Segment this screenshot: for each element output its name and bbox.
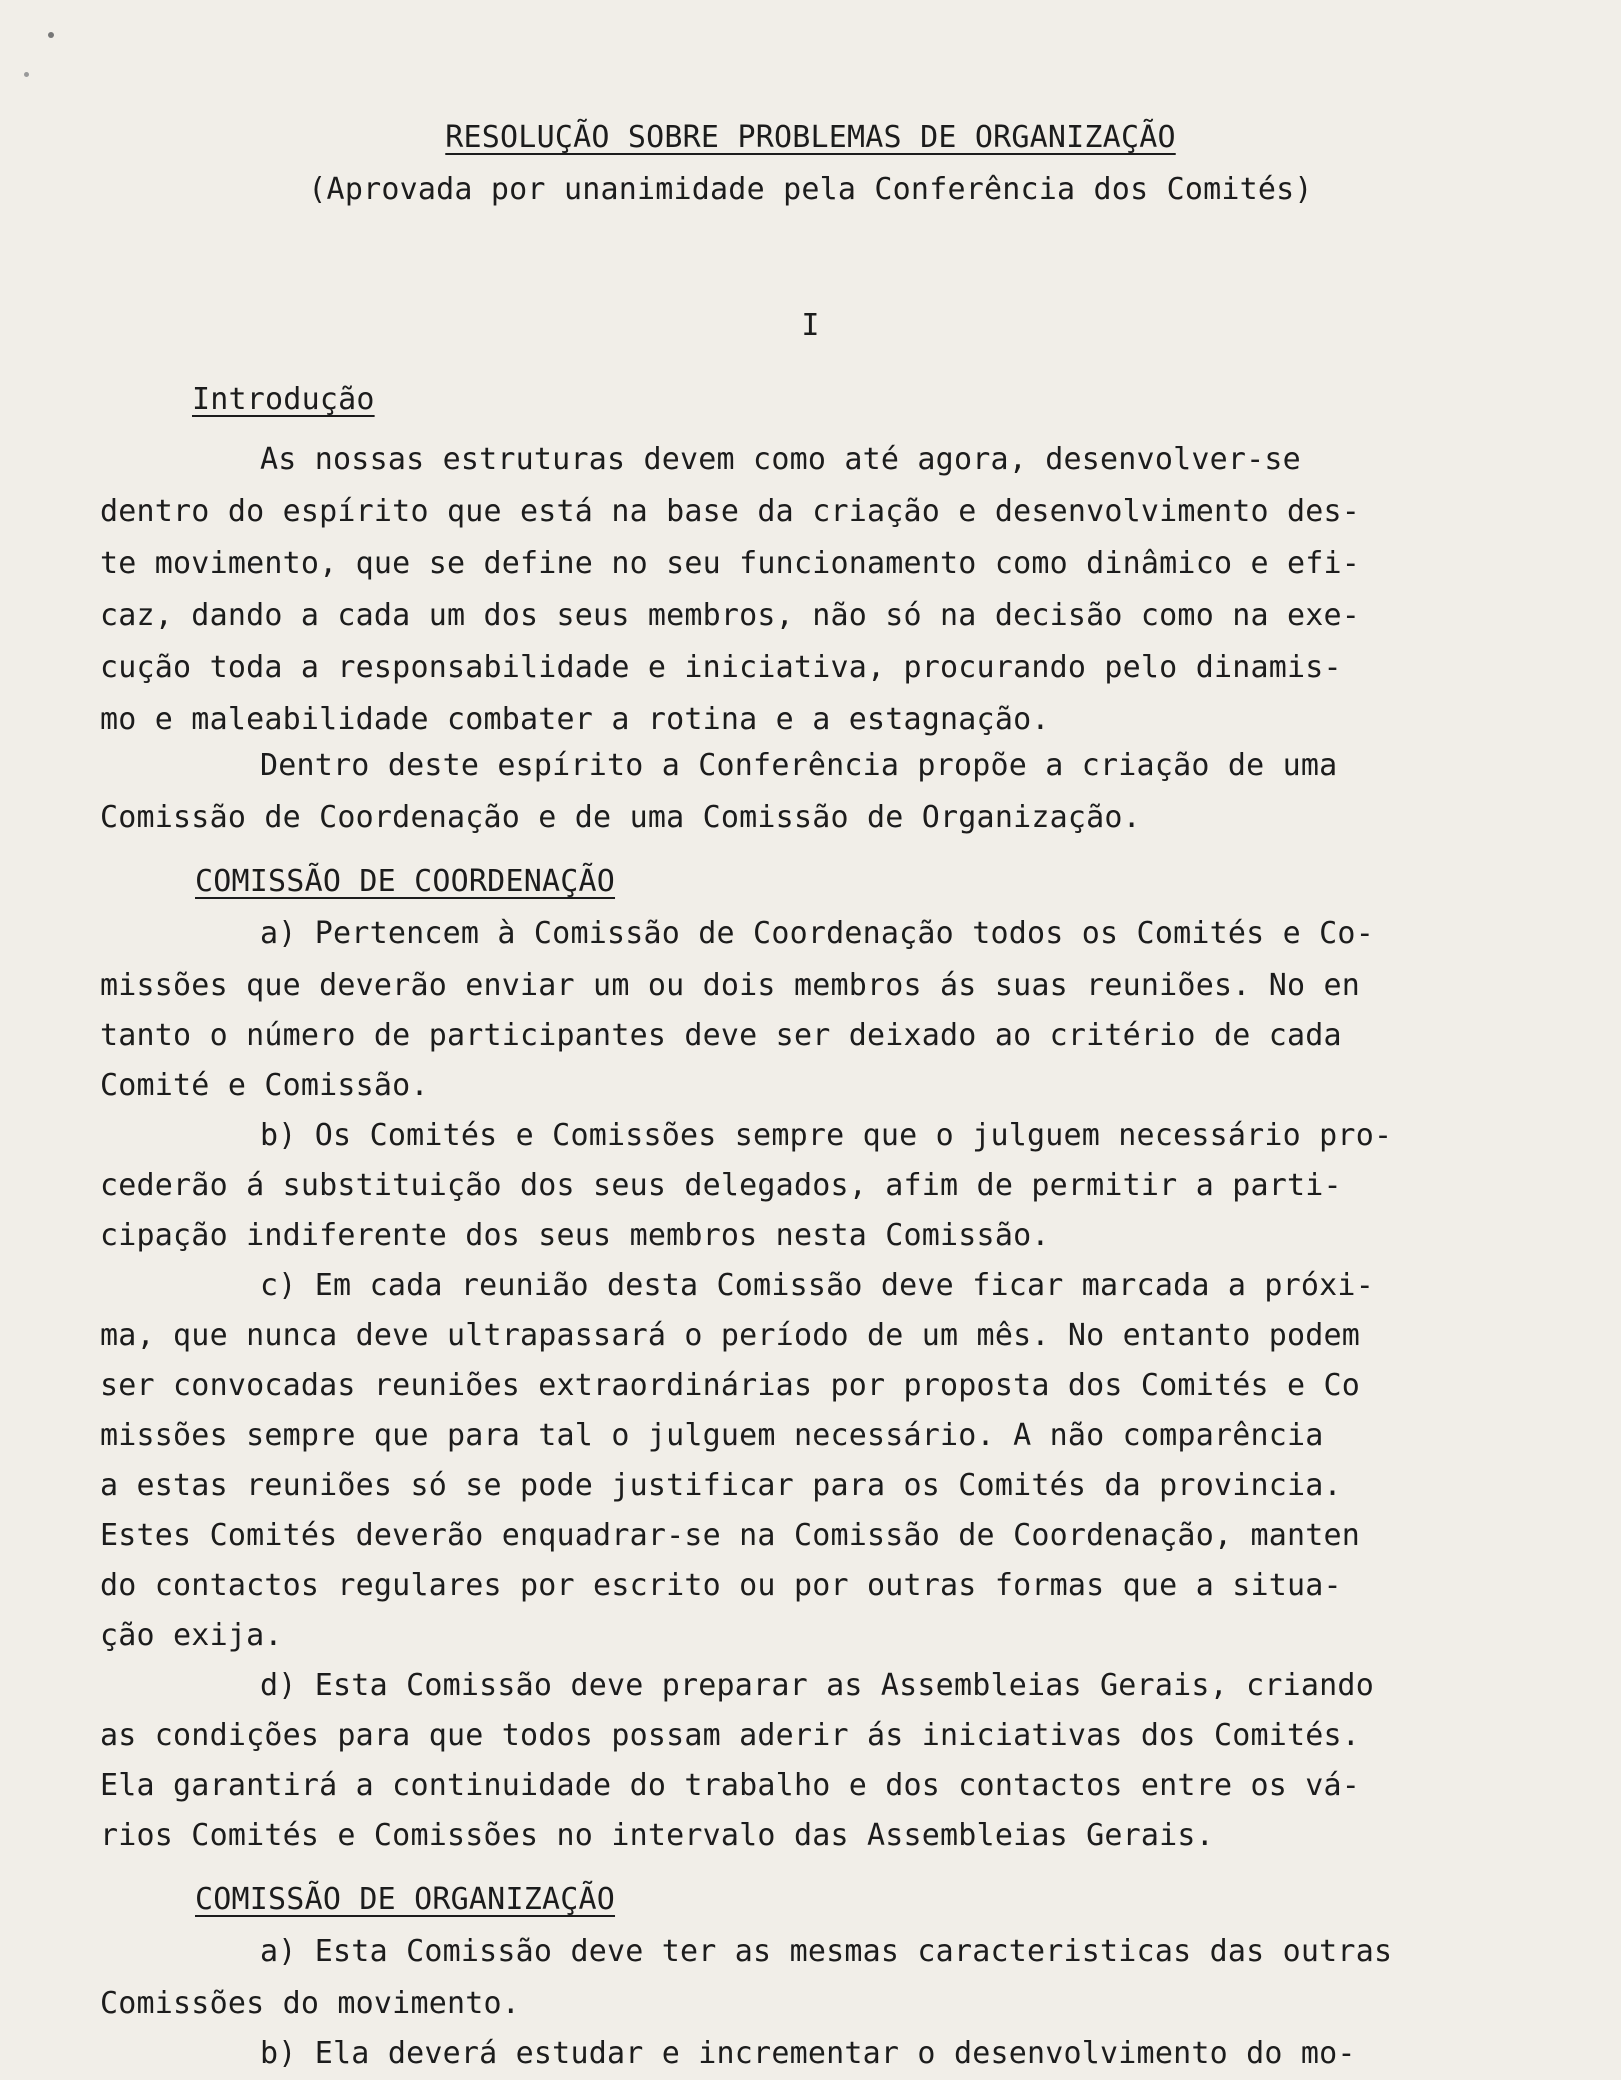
organization-heading: COMISSÃO DE ORGANIZAÇÃO <box>195 1882 616 1917</box>
text-line: cederão á substituição dos seus delegados, afim de permitir a parti- <box>100 1168 1342 1203</box>
section-numeral: I <box>801 308 820 343</box>
text-line: ma, que nunca deve ultrapassará o período de um mês. No entanto podem <box>100 1318 1361 1353</box>
text-line: dentro do espírito que está na base da criação e desenvolvimento des- <box>100 494 1361 529</box>
text-line: missões sempre que para tal o julguem necessário. A não comparência <box>100 1418 1324 1453</box>
text-line: a estas reuniões só se pode justificar para os Comités da provincia. <box>100 1468 1342 1503</box>
text-line: rios Comités e Comissões no intervalo das Assembleias Gerais. <box>100 1818 1214 1853</box>
text-line: Comissões do movimento. <box>100 1986 521 2021</box>
text-line: do contactos regulares por escrito ou por outras formas que a situa- <box>100 1568 1342 1603</box>
text-line: Dentro deste espírito a Conferência propõe a criação de uma <box>260 748 1338 783</box>
text-line: b) Os Comités e Comissões sempre que o julguem necessário pro- <box>260 1118 1393 1153</box>
text-line: ção exija. <box>100 1618 283 1653</box>
text-line: te movimento, que se define no seu funcionamento como dinâmico e efi- <box>100 546 1361 581</box>
document-title: RESOLUÇÃO SOBRE PROBLEMAS DE ORGANIZAÇÃO <box>445 120 1176 155</box>
text-line: cução toda a responsabilidade e iniciativa, procurando pelo dinamis- <box>100 650 1342 685</box>
text-line: As nossas estruturas devem como até agora, desenvolver-se <box>260 442 1301 477</box>
text-line: mo e maleabilidade combater a rotina e a estagnação. <box>100 702 1050 737</box>
text-line: Estes Comités deverão enquadrar-se na Comissão de Coordenação, manten <box>100 1518 1361 1553</box>
text-line: caz, dando a cada um dos seus membros, não só na decisão como na exe- <box>100 598 1361 633</box>
text-line: d) Esta Comissão deve preparar as Assembleias Gerais, criando <box>260 1668 1374 1703</box>
text-line: cipação indiferente dos seus membros nesta Comissão. <box>100 1218 1050 1253</box>
paper-speck <box>24 72 29 77</box>
text-line: as condições para que todos possam aderir ás iniciativas dos Comités. <box>100 1718 1361 1753</box>
paper-speck <box>48 32 54 38</box>
text-line: tanto o número de participantes deve ser deixado ao critério de cada <box>100 1018 1342 1053</box>
text-line: b) Ela deverá estudar e incrementar o desenvolvimento do mo- <box>260 2036 1356 2071</box>
text-line: a) Esta Comissão deve ter as mesmas caracteristicas das outras <box>260 1934 1393 1969</box>
text-line: ser convocadas reuniões extraordinárias por proposta dos Comités e Co <box>100 1368 1361 1403</box>
text-line: c) Em cada reunião desta Comissão deve ficar marcada a próxi- <box>260 1268 1374 1303</box>
text-line: Ela garantirá a continuidade do trabalho e dos contactos entre os vá- <box>100 1768 1361 1803</box>
document-subtitle: (Aprovada por unanimidade pela Conferência dos Comités) <box>308 172 1313 207</box>
text-line: a) Pertencem à Comissão de Coordenação todos os Comités e Co- <box>260 916 1374 951</box>
text-line: Comité e Comissão. <box>100 1068 429 1103</box>
text-line: missões que deverão enviar um ou dois membros ás suas reuniões. No en <box>100 968 1361 1003</box>
coordination-heading: COMISSÃO DE COORDENAÇÃO <box>195 864 616 899</box>
text-line: Comissão de Coordenação e de uma Comissão de Organização. <box>100 800 1141 835</box>
introduction-heading: Introdução <box>192 382 375 417</box>
